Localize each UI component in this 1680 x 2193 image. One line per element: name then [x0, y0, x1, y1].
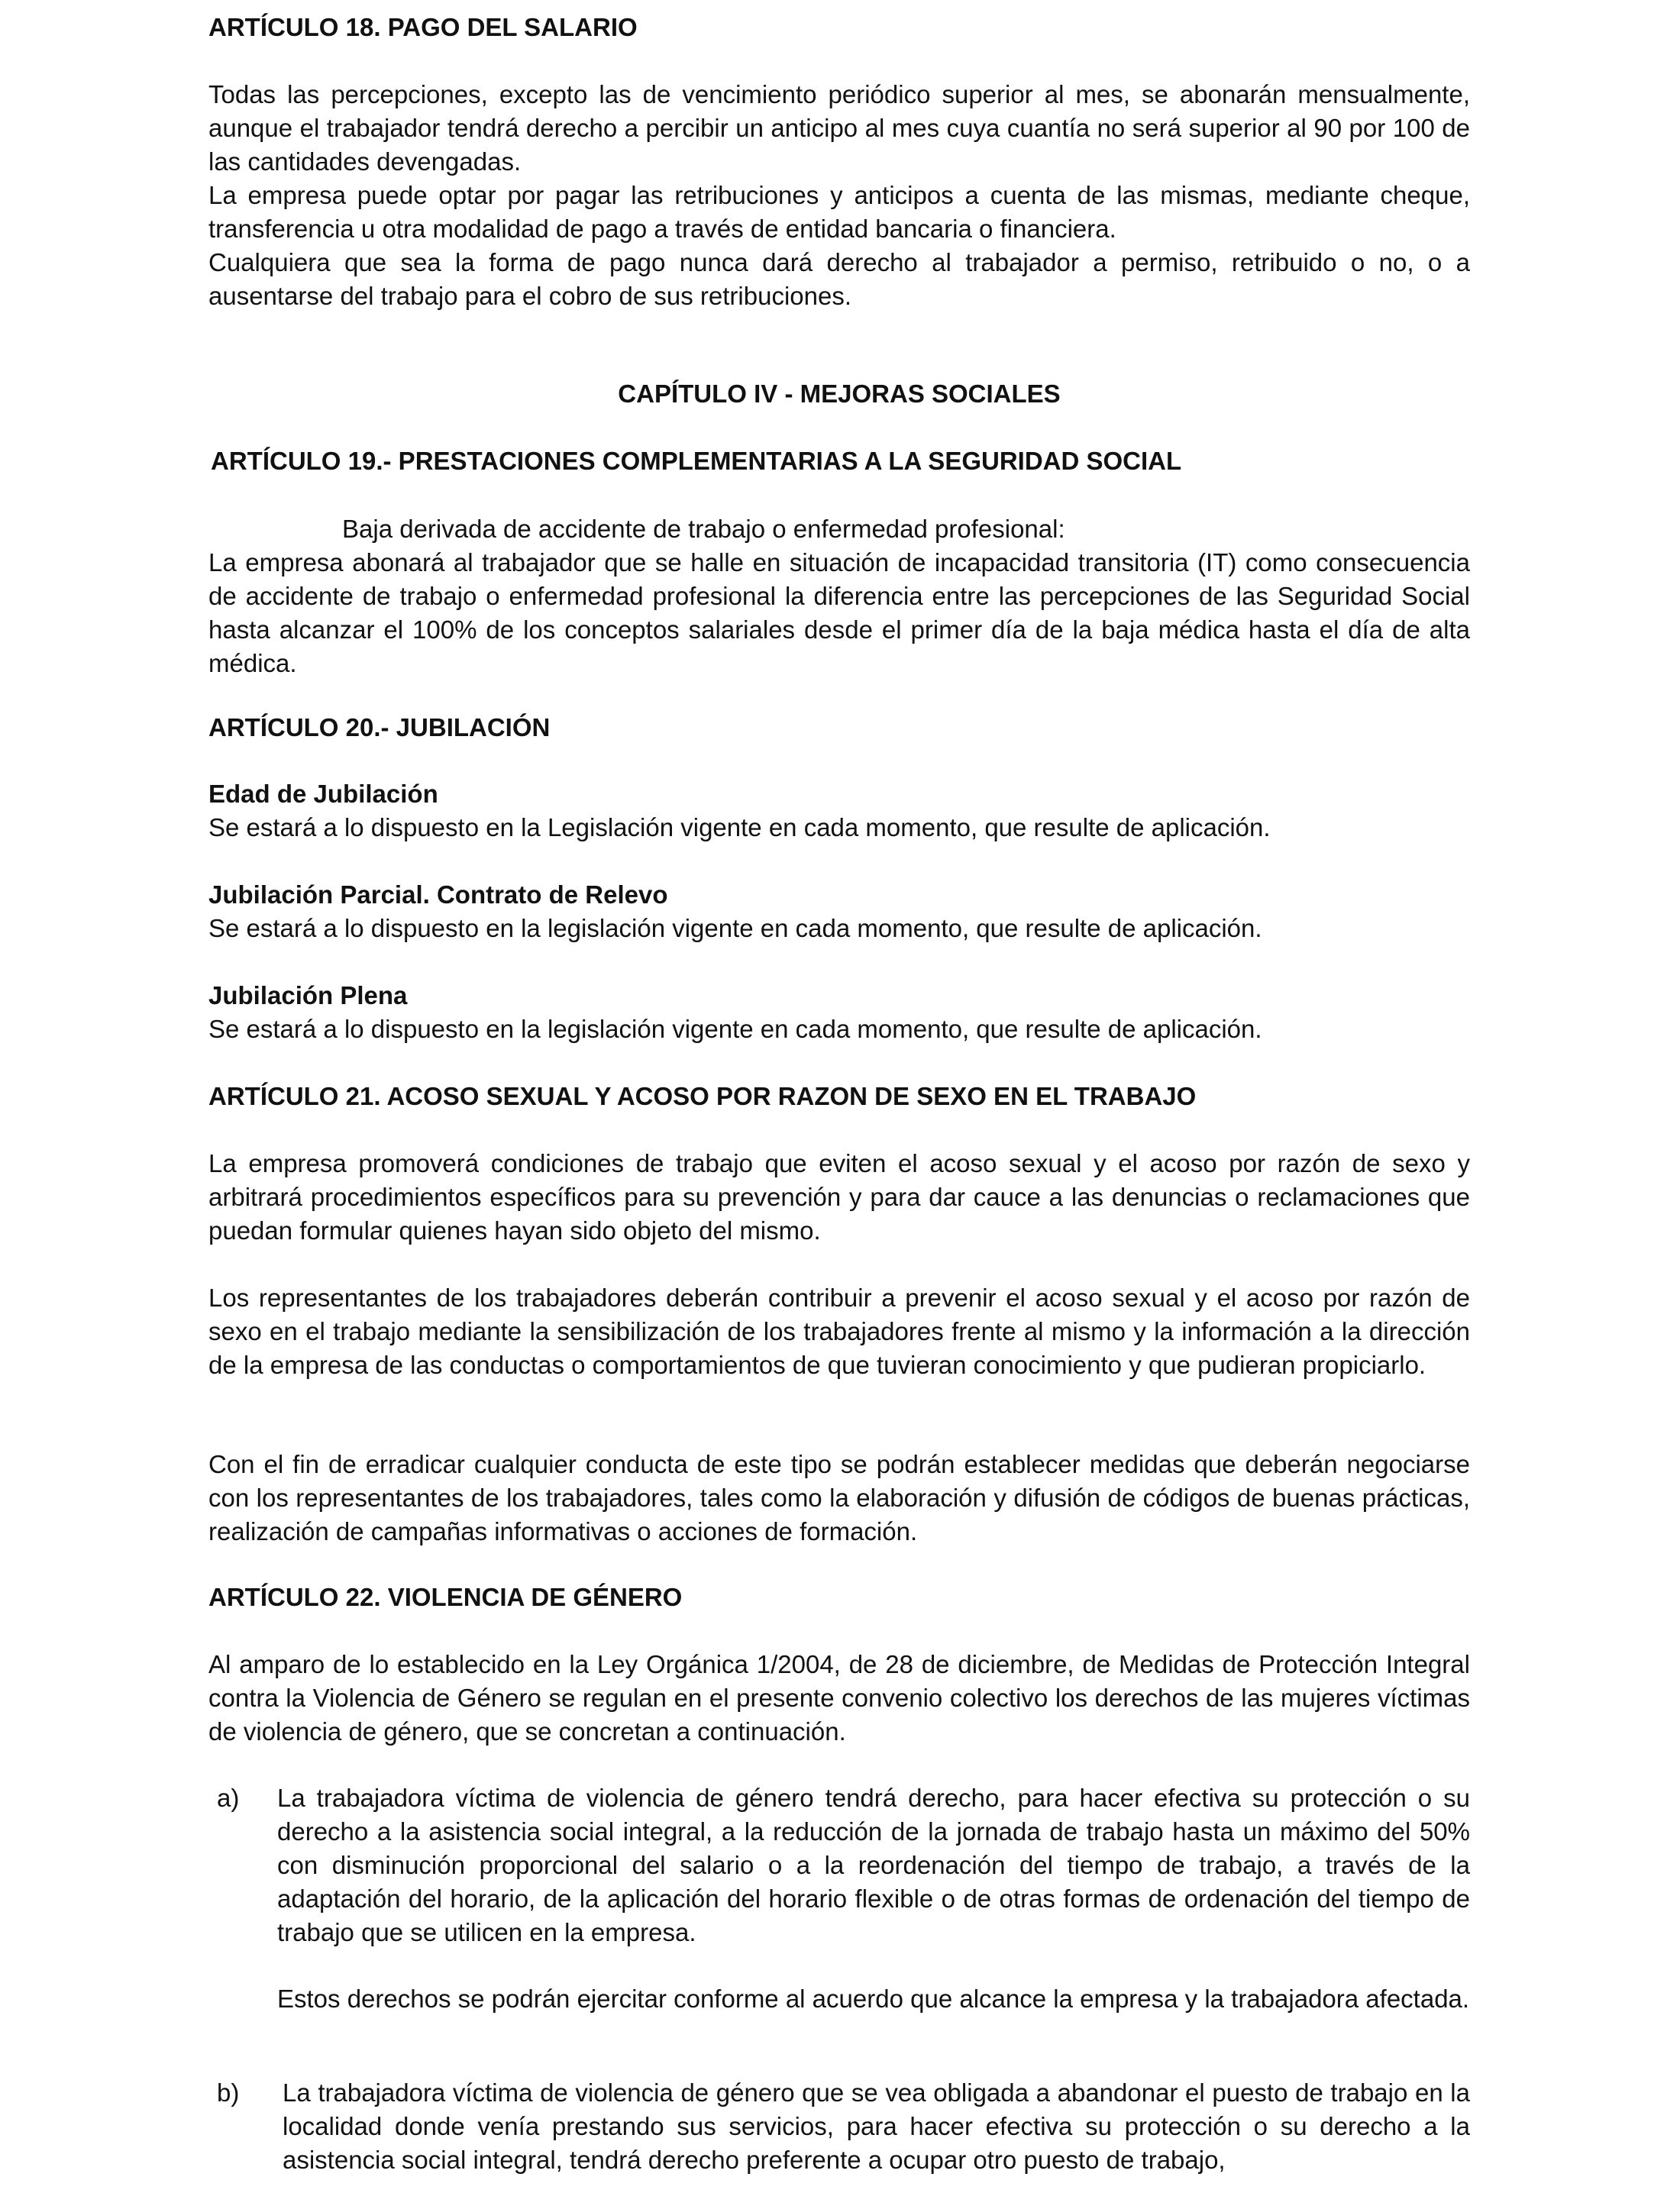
chapter4-heading: CAPÍTULO IV - MEJORAS SOCIALES	[618, 379, 1061, 408]
art20-sub-parcial: Jubilación Parcial. Contrato de Relevo	[208, 880, 668, 909]
art19-paragraph-1: La empresa abonará al trabajador que se halle en situación de incapacidad transitoria (IT) como consecuencia de accidente de trabajo o enfermedad profesional la diferencia entre las percepciones de las Seguridad Social hasta alcanzar el 100% de los conceptos salariales desde el primer día de la baja médica hasta el día de alta médica.	[208, 548, 1470, 677]
art20-heading: ARTÍCULO 20.- JUBILACIÓN	[208, 713, 551, 741]
art22-item-a-text: La trabajadora víctima de violencia de género tendrá derecho, para hacer efectiva su protección o su derecho a la asistencia social integral, a la reducción de la jornada de trabajo hasta un máximo del 50% con disminución proporcional del salario o a la reordenación del tiempo de trabajo, a través de la adaptación del horario, de la aplicación del horario flexible o de otras formas de ordenación del tiempo de trabajo que se utilicen en la empresa.	[277, 1784, 1470, 1946]
art18-heading: ARTÍCULO 18. PAGO DEL SALARIO	[208, 13, 638, 41]
art22-item-b-text: La trabajadora víctima de violencia de género que se vea obligada a abandonar el puesto de trabajo en la localidad donde venía prestando sus servicios, para hacer efectiva su protección o su derecho a la asistencia social integral, tendrá derecho preferente a ocupar otro puesto de trabajo,	[283, 2078, 1470, 2174]
art20-paragraph-2: Se estará a lo dispuesto en la legislación vigente en cada momento, que resulte de aplicación.	[208, 914, 1262, 942]
art22-item-a-label: a)	[217, 1784, 240, 1812]
art21-heading: ARTÍCULO 21. ACOSO SEXUAL Y ACOSO POR RAZON DE SEXO EN EL TRABAJO	[208, 1082, 1197, 1110]
art18-paragraph-1: Todas las percepciones, excepto las de vencimiento periódico superior al mes, se abonarán mensualmente, aunque el trabajador tendrá derecho a percibir un anticipo al mes cuya cuantía no será superior al 90 por 100 de las cantidades devengadas.	[208, 80, 1470, 176]
art21-paragraph-1: La empresa promoverá condiciones de trabajo que eviten el acoso sexual y el acoso por razón de sexo y arbitrará procedimientos específicos para su prevención y para dar cauce a las denuncias o reclamaciones que puedan formular quienes hayan sido objeto del mismo.	[208, 1149, 1470, 1245]
art22-item-a-note: Estos derechos se podrán ejercitar conforme al acuerdo que alcance la empresa y la trabajadora afectada.	[277, 1985, 1470, 2013]
art21-paragraph-2: Los representantes de los trabajadores deberán contribuir a prevenir el acoso sexual y el acoso por razón de sexo en el trabajo mediante la sensibilización de los trabajadores frente al mismo y la información a la dirección de la empresa de las conductas o comportamientos de que tuvieran conocimiento y que pudieran propiciarlo.	[208, 1284, 1470, 1379]
art22-item-b-label: b)	[217, 2078, 240, 2107]
art20-paragraph-1: Se estará a lo dispuesto en la Legislación vigente en cada momento, que resulte de aplicación.	[208, 813, 1271, 841]
art22-paragraph-1: Al amparo de lo establecido en la Ley Orgánica 1/2004, de 28 de diciembre, de Medidas de Protección Integral contra la Violencia de Género se regulan en el presente convenio colectivo los derechos de las mujeres víctimas de violencia de género, que se concretan a continuación.	[208, 1650, 1470, 1746]
art20-sub-edad: Edad de Jubilación	[208, 780, 438, 808]
art22-heading: ARTÍCULO 22. VIOLENCIA DE GÉNERO	[208, 1583, 683, 1611]
art20-paragraph-3: Se estará a lo dispuesto en la legislación vigente en cada momento, que resulte de aplicación.	[208, 1015, 1262, 1043]
art18-paragraph-3: Cualquiera que sea la forma de pago nunca dará derecho al trabajador a permiso, retribuido o no, o a ausentarse del trabajo para el cobro de sus retribuciones.	[208, 248, 1470, 310]
art19-heading: ARTÍCULO 19.- PRESTACIONES COMPLEMENTARIAS A LA SEGURIDAD SOCIAL	[211, 447, 1182, 475]
art20-sub-plena: Jubilación Plena	[208, 981, 408, 1009]
art19-subheading: Baja derivada de accidente de trabajo o enfermedad profesional:	[342, 515, 1065, 543]
art21-paragraph-3: Con el fin de erradicar cualquier conducta de este tipo se podrán establecer medidas que deberán negociarse con los representantes de los trabajadores, tales como la elaboración y difusión de códigos de buenas prácticas, realización de campañas informativas o acciones de formación.	[208, 1450, 1470, 1545]
art18-paragraph-2: La empresa puede optar por pagar las retribuciones y anticipos a cuenta de las mismas, mediante cheque, transferencia u otra modalidad de pago a través de entidad bancaria o financiera.	[208, 181, 1470, 243]
